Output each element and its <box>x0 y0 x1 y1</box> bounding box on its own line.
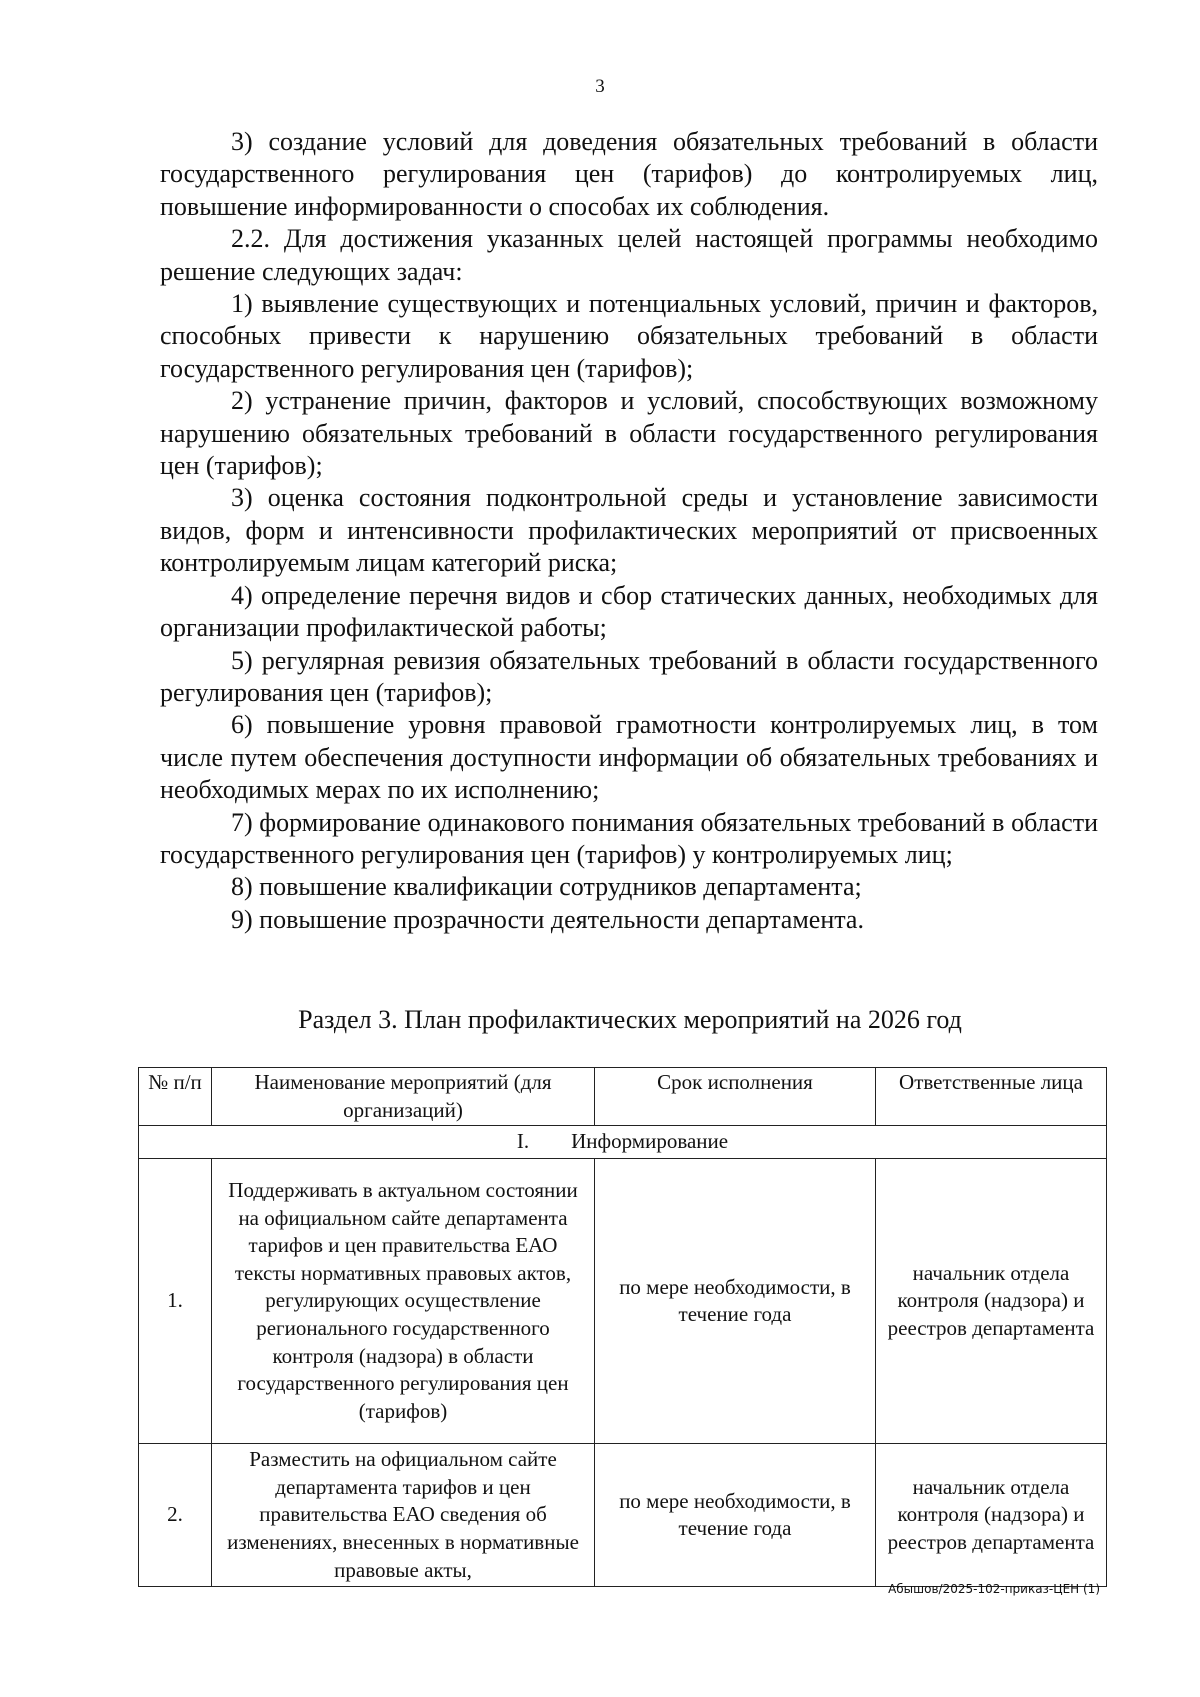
task-item-7: 7) формирование одинакового понимания обязательных требований в области государственного регулирования цен (тарифов) у контролируемых лиц; <box>160 807 1098 869</box>
task-item-6: 6) повышение уровня правовой грамотности контролируемых лиц, в том числе путем обеспечения доступности информации об обязательных требованиях и необходимых мерах по их исполнению; <box>160 710 1098 805</box>
table-header-row <box>139 1068 1107 1126</box>
body-text <box>160 126 1098 936</box>
row-activity: Поддерживать в актуальном состоянии на официальном сайте департамента тарифов и цен правительства ЕАО тексты нормативных правовых актов, регулирующих осуществление регионального государственного контроля (надзора) в области государственного регулирования цен (тарифов) <box>212 1159 595 1444</box>
row-number: 2. <box>139 1444 212 1587</box>
task-item-8: 8) повышение квалификации сотрудников департамента; <box>231 872 862 902</box>
table-row <box>139 1444 1107 1587</box>
section-title: I. Информирование <box>139 1126 1107 1159</box>
table-row <box>139 1159 1107 1444</box>
paragraph-2-2: 2.2. Для достижения указанных целей настоящей программы необходимо решение следующих задач: <box>160 224 1098 286</box>
row-responsible: начальник отдела контроля (надзора) и реестров департамента <box>876 1159 1107 1444</box>
header-responsible: Ответственные лица <box>876 1068 1107 1126</box>
header-deadline: Срок исполнения <box>595 1068 876 1126</box>
row-deadline: по мере необходимости, в течение года <box>595 1159 876 1444</box>
row-deadline: по мере необходимости, в течение года <box>595 1444 876 1587</box>
task-item-5: 5) регулярная ревизия обязательных требований в области государственного регулирования цен (тарифов); <box>160 645 1098 707</box>
header-activity: Наименование мероприятий (для организаций) <box>212 1068 595 1126</box>
task-item-9: 9) повышение прозрачности деятельности департамента. <box>231 904 864 934</box>
row-responsible: начальник отдела контроля (надзора) и реестров департамента <box>876 1444 1107 1587</box>
row-number: 1. <box>139 1159 212 1444</box>
row-activity: Разместить на официальном сайте департамента тарифов и цен правительства ЕАО сведения об изменениях, внесенных в нормативные правовые акты, <box>212 1444 595 1587</box>
paragraph-goal-3: 3) создание условий для доведения обязательных требований в области государственного регулирования цен (тарифов) до контролируемых лиц, повышение информированности о способах их соблюдения. <box>160 127 1098 221</box>
document-footer-code: Абышов/2025-102-приказ-ЦЕН (1) <box>888 1582 1100 1596</box>
task-item-2: 2) устранение причин, факторов и условий, способствующих возможному нарушению обязательных требований в области государственного регулирования цен (тарифов); <box>160 386 1098 481</box>
plan-table <box>138 1067 1107 1587</box>
section-heading: Раздел 3. План профилактических мероприятий на 2026 год <box>298 1005 962 1034</box>
task-item-1: 1) выявление существующих и потенциальных условий, причин и факторов, способных привести к нарушению обязательных требований в области государственного регулирования цен (тарифов); <box>160 289 1098 383</box>
header-number: № п/п <box>139 1068 212 1126</box>
task-item-4: 4) определение перечня видов и сбор статических данных, необходимых для организации профилактической работы; <box>160 580 1098 643</box>
task-item-3: 3) оценка состояния подконтрольной среды и установление зависимости видов, форм и интенсивности профилактических мероприятий от присвоенных контролируемым лицам категорий риска; <box>160 483 1098 578</box>
table-section-row <box>139 1126 1107 1159</box>
page-number: 3 <box>595 76 605 97</box>
